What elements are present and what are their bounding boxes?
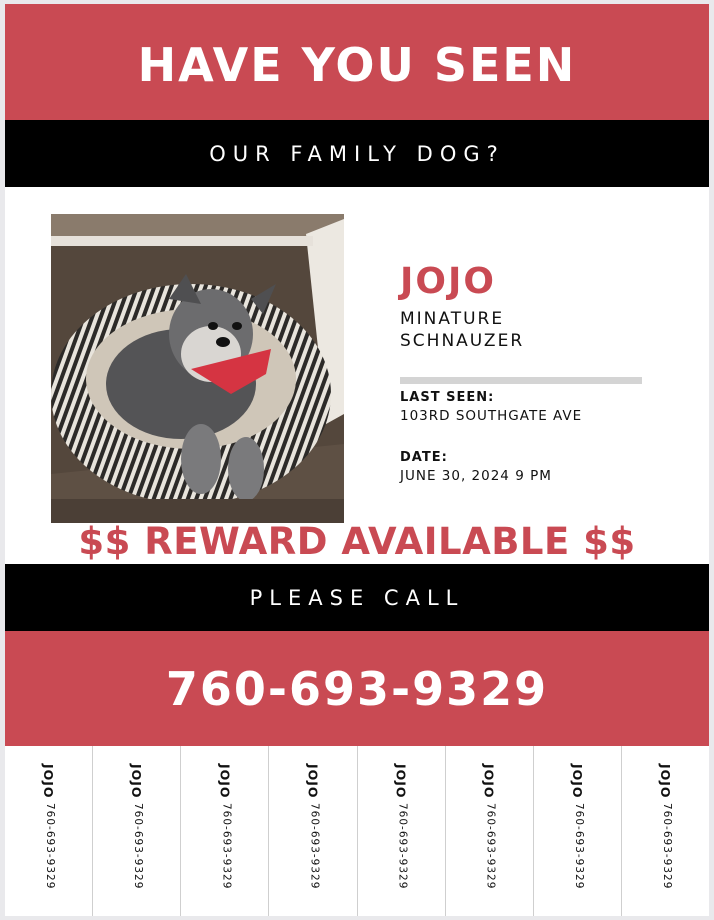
header-band <box>5 4 709 120</box>
reward-banner: $$ REWARD AVAILABLE $$ <box>78 520 636 563</box>
tear-tab[interactable] <box>5 746 93 916</box>
tear-tab[interactable] <box>358 746 446 916</box>
tear-tab[interactable] <box>622 746 709 916</box>
tear-tab[interactable] <box>181 746 269 916</box>
tear-tab[interactable] <box>446 746 534 916</box>
tear-tab-phone: 760-693-9329 <box>484 802 497 889</box>
tear-tab-name: JOJO <box>41 764 57 799</box>
dog-breed-line-2: SCHNAUZER <box>400 331 525 351</box>
date-label: DATE: <box>400 450 448 465</box>
tear-tab-phone: 760-693-9329 <box>572 802 585 889</box>
tear-off-tabs <box>5 746 709 916</box>
call-band <box>5 564 709 631</box>
flyer-title: HAVE YOU SEEN <box>137 38 577 92</box>
dog-breed-line-1: MINATURE <box>400 309 505 329</box>
tear-tab-phone: 760-693-9329 <box>396 802 409 889</box>
dog-name: JOJO <box>400 261 496 302</box>
tear-tab[interactable] <box>269 746 357 916</box>
phone-number: 760-693-9329 <box>165 661 549 716</box>
flyer-subtitle: OUR FAMILY DOG? <box>209 141 505 166</box>
details-divider <box>400 377 642 384</box>
tear-tab-name: JOJO <box>217 764 233 799</box>
date-value: JUNE 30, 2024 9 PM <box>400 468 552 484</box>
tear-tab-name: JOJO <box>569 764 585 799</box>
dog-photo <box>51 214 344 523</box>
phone-band <box>5 631 709 746</box>
last-seen-value: 103RD SOUTHGATE AVE <box>400 408 583 424</box>
tear-tab[interactable] <box>93 746 181 916</box>
tear-tab-name: JOJO <box>305 764 321 799</box>
please-call-label: PLEASE CALL <box>249 585 465 610</box>
tear-tab-name: JOJO <box>657 764 673 799</box>
tear-tab-phone: 760-693-9329 <box>132 802 145 889</box>
tear-tab-phone: 760-693-9329 <box>220 802 233 889</box>
subtitle-band <box>5 120 709 187</box>
tear-tab-phone: 760-693-9329 <box>660 802 673 889</box>
tear-tab-phone: 760-693-9329 <box>44 802 57 889</box>
tear-tab-name: JOJO <box>129 764 145 799</box>
lost-dog-flyer <box>5 4 709 916</box>
last-seen-label: LAST SEEN: <box>400 390 495 405</box>
tear-tab-phone: 760-693-9329 <box>308 802 321 889</box>
tear-tab-name: JOJO <box>481 764 497 799</box>
dog-details <box>400 262 660 352</box>
tear-tab[interactable] <box>534 746 622 916</box>
tear-tab-name: JOJO <box>393 764 409 799</box>
